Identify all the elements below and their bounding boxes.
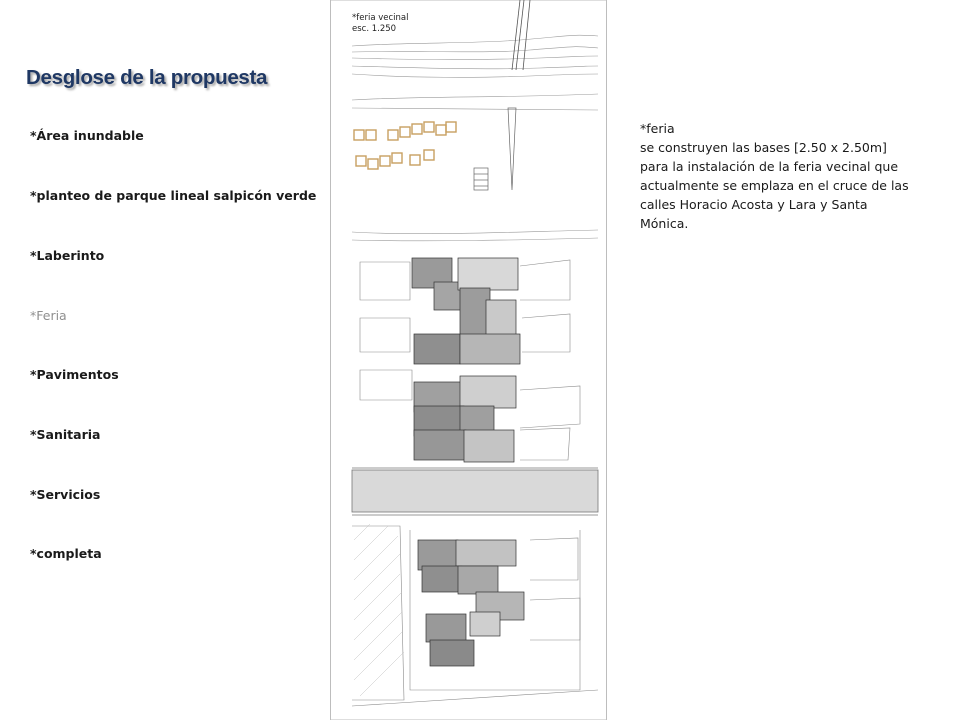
- menu-item-completa[interactable]: *completa: [30, 546, 102, 561]
- menu-item-sanitaria[interactable]: *Sanitaria: [30, 427, 101, 442]
- description-panel: [640, 119, 940, 233]
- site-plan-drawing: [330, 0, 607, 720]
- menu-item-area-inundable[interactable]: *Área inundable: [30, 128, 144, 143]
- page-title: Desglose de la propuesta: [26, 66, 268, 89]
- menu-item-parque-lineal[interactable]: *planteo de parque lineal salpicón verde: [30, 188, 317, 203]
- menu-item-servicios[interactable]: *Servicios: [30, 487, 101, 502]
- description-body: se construyen las bases [2.50 x 2.50m] para la instalación de la feria vecinal que actualmente se emplaza en el cruce de las calles Horacio Acosta y Lara y Santa Mónica.: [640, 140, 909, 231]
- description-heading: *feria: [640, 121, 675, 136]
- menu-item-pavimentos[interactable]: *Pavimentos: [30, 367, 119, 382]
- plan-label-scale: esc. 1.250: [352, 24, 397, 34]
- menu-item-feria[interactable]: *Feria: [30, 308, 67, 323]
- street: [352, 468, 598, 515]
- menu-item-laberinto[interactable]: *Laberinto: [30, 248, 105, 263]
- plan-label-title: *feria vecinal: [352, 13, 409, 23]
